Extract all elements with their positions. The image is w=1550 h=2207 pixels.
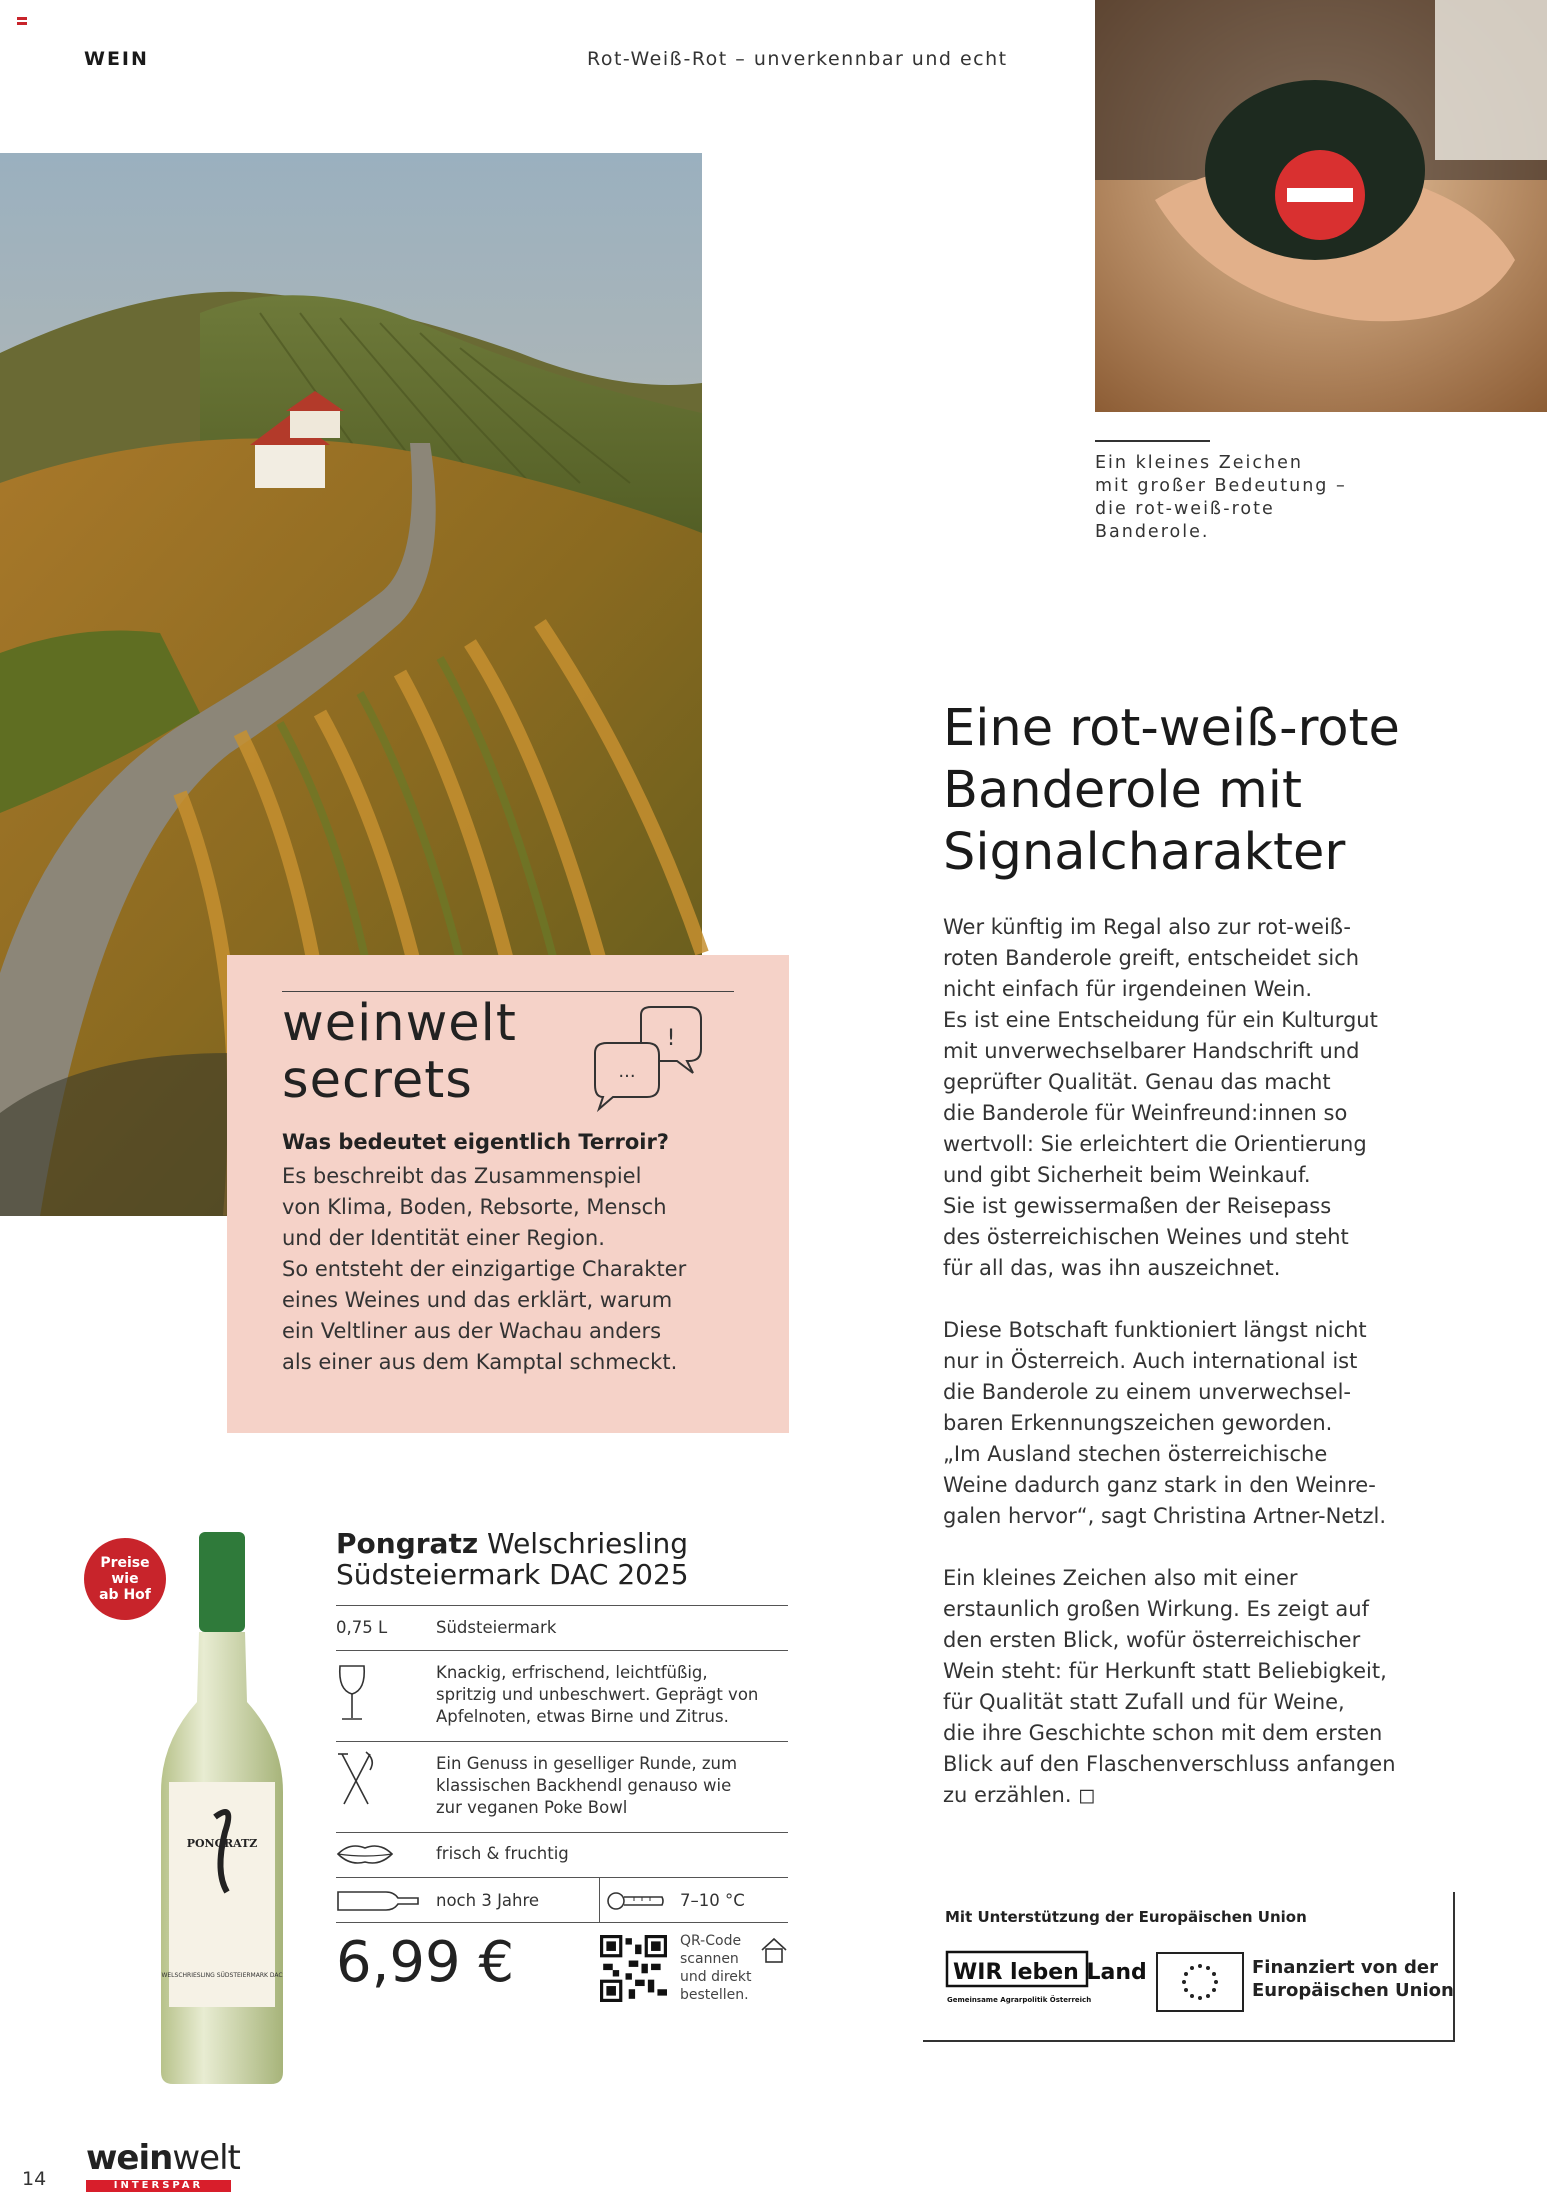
wine-glass-icon <box>336 1664 368 1722</box>
secrets-answer: Es beschreibt das Zusammenspiel von Klima, Boden, Rebsorte, Mensch und der Identität einer Region. So entsteht der einzigartige Charakter eines Weines und das erklärt, warum ein Veltliner aus der Wachau anders als einer aus dem Kamptal schmeckt. <box>282 1164 687 1374</box>
austria-flag-icon <box>17 17 27 25</box>
product-pairing: Ein Genuss in geselliger Runde, zum klassischen Backhendl genauso wie zur veganen Poke Bowl <box>436 1754 738 1817</box>
bubble-exclamation: ! <box>666 1026 676 1051</box>
product-price: 6,99 € <box>336 1930 515 1995</box>
qr-instructions: QR-Code scannen und direkt bestellen. <box>680 1933 752 2003</box>
wir-leben-land-logo <box>945 1948 1147 2010</box>
lips-taste-icon <box>336 1840 394 1868</box>
product-storage: noch 3 Jahre <box>436 1891 540 1910</box>
bottle-label-brand: PONGRATZ <box>186 1837 258 1850</box>
caption-rule <box>1095 440 1210 442</box>
photo-caption: Ein kleines Zeichen mit großer Bedeutung – die rot-weiß-rote Banderole. <box>1095 453 1347 542</box>
product-rule <box>336 1650 788 1651</box>
eu-flag-icon <box>1156 1952 1244 2012</box>
page-number: 14 <box>22 2168 47 2190</box>
bottle-banderole-photo <box>1095 0 1547 412</box>
secrets-question: Was bedeutet eigentlich Terroir? <box>282 1130 669 1154</box>
product-appellation: Südsteiermark DAC 2025 <box>336 1558 689 1591</box>
wir-logo-sub: Gemeinsame Agrarpolitik Österreich <box>947 1996 1092 2004</box>
logo-interspar-bar: INTERSPAR <box>86 2180 231 2192</box>
product-rule <box>336 1741 788 1742</box>
product-rule <box>336 1605 788 1606</box>
product-rule <box>336 1832 788 1833</box>
wine-bottle-image <box>155 1532 290 2087</box>
wir-logo-text: WIR leben Land <box>953 1960 1147 1985</box>
weinwelt-secrets-box <box>227 955 789 1433</box>
logo-welt: welt <box>172 2138 240 2178</box>
product-rule <box>336 1877 788 1878</box>
logo-wein: wein <box>86 2138 173 2178</box>
page-subtitle: Rot-Weiß-Rot – unverkennbar und echt <box>587 48 1008 70</box>
thermometer-icon <box>606 1890 666 1912</box>
qr-code[interactable] <box>600 1935 667 2002</box>
eu-support-title: Mit Unterstützung der Europäischen Union <box>945 1908 1307 1926</box>
speech-bubbles-icon <box>589 1005 709 1115</box>
cutlery-icon <box>336 1750 376 1808</box>
product-region: Südsteiermark <box>436 1618 557 1637</box>
product-name <box>336 1528 796 1590</box>
bottle-label-sub: WELSCHRIESLING SÜDSTEIERMARK DAC <box>161 1972 283 1979</box>
eu-funded-text: Finanziert von der Europäischen Union <box>1252 1957 1454 2001</box>
product-rule <box>336 1922 788 1923</box>
weinwelt-interspar-logo <box>86 2138 240 2192</box>
article-paragraph: Ein kleines Zeichen also mit einer erstaunlich großen Wirkung. Es zeigt auf den ersten Blick, wofür österreichischer Wein steht: für Herkunft statt Beliebigkeit, für Qualität statt Zufall und für Weine, die ihre Geschichte schon mit dem ersten Blick auf den Flaschenverschluss anfangen zu erzählen. ◻ <box>943 1566 1396 1807</box>
bubble-ellipsis: ... <box>618 1061 636 1082</box>
product-volume: 0,75 L <box>336 1618 388 1637</box>
article-paragraph: Diese Botschaft funktioniert längst nicht nur in Österreich. Auch international ist die Banderole zu einem unverwechsel- baren Erkennungszeichen geworden. „Im Ausland stechen österreichische Weine dadurch ganz stark in den Weinre- galen hervor“, sagt Christina Artner-Netzl. <box>943 1318 1387 1528</box>
price-badge: Preise wie ab Hof <box>84 1538 166 1620</box>
article-headline: Eine rot-weiß-rote Banderole mit Signalcharakter <box>943 699 1400 882</box>
product-style: frisch & fruchtig <box>436 1844 569 1863</box>
product-brand: Pongratz <box>336 1527 479 1560</box>
product-temperature: 7–10 °C <box>680 1891 745 1910</box>
secrets-rule <box>282 991 734 992</box>
article-body <box>943 912 1463 1842</box>
product-variety: Welschriesling <box>478 1527 688 1560</box>
article-paragraph: Wer künftig im Regal also zur rot-weiß- roten Banderole greift, entscheidet sich nicht einfach für irgendeinen Wein. Es ist eine Entscheidung für ein Kulturgut mit unverwechselbarer Handschrift und geprüfter Qualität. Genau das macht die Banderole für Weinfreund:innen so wertvoll: Sie erleichtert die Orientierung und gibt Sicherheit beim Weinkauf. Sie ist gewissermaßen der Reisepass des österreichischen Weines und steht für all das, was ihn auszeichnet. <box>943 915 1378 1280</box>
secrets-title: weinwelt secrets <box>282 994 517 1110</box>
bottle-storage-icon <box>336 1888 420 1914</box>
home-delivery-icon <box>760 1936 788 1964</box>
product-taste: Knackig, erfrischend, leichtfüßig, spritzig und unbeschwert. Geprägt von Apfelnoten, etwas Birne und Zitrus. <box>436 1663 759 1726</box>
product-cell-divider <box>599 1878 600 1923</box>
section-label: WEIN <box>84 48 149 70</box>
